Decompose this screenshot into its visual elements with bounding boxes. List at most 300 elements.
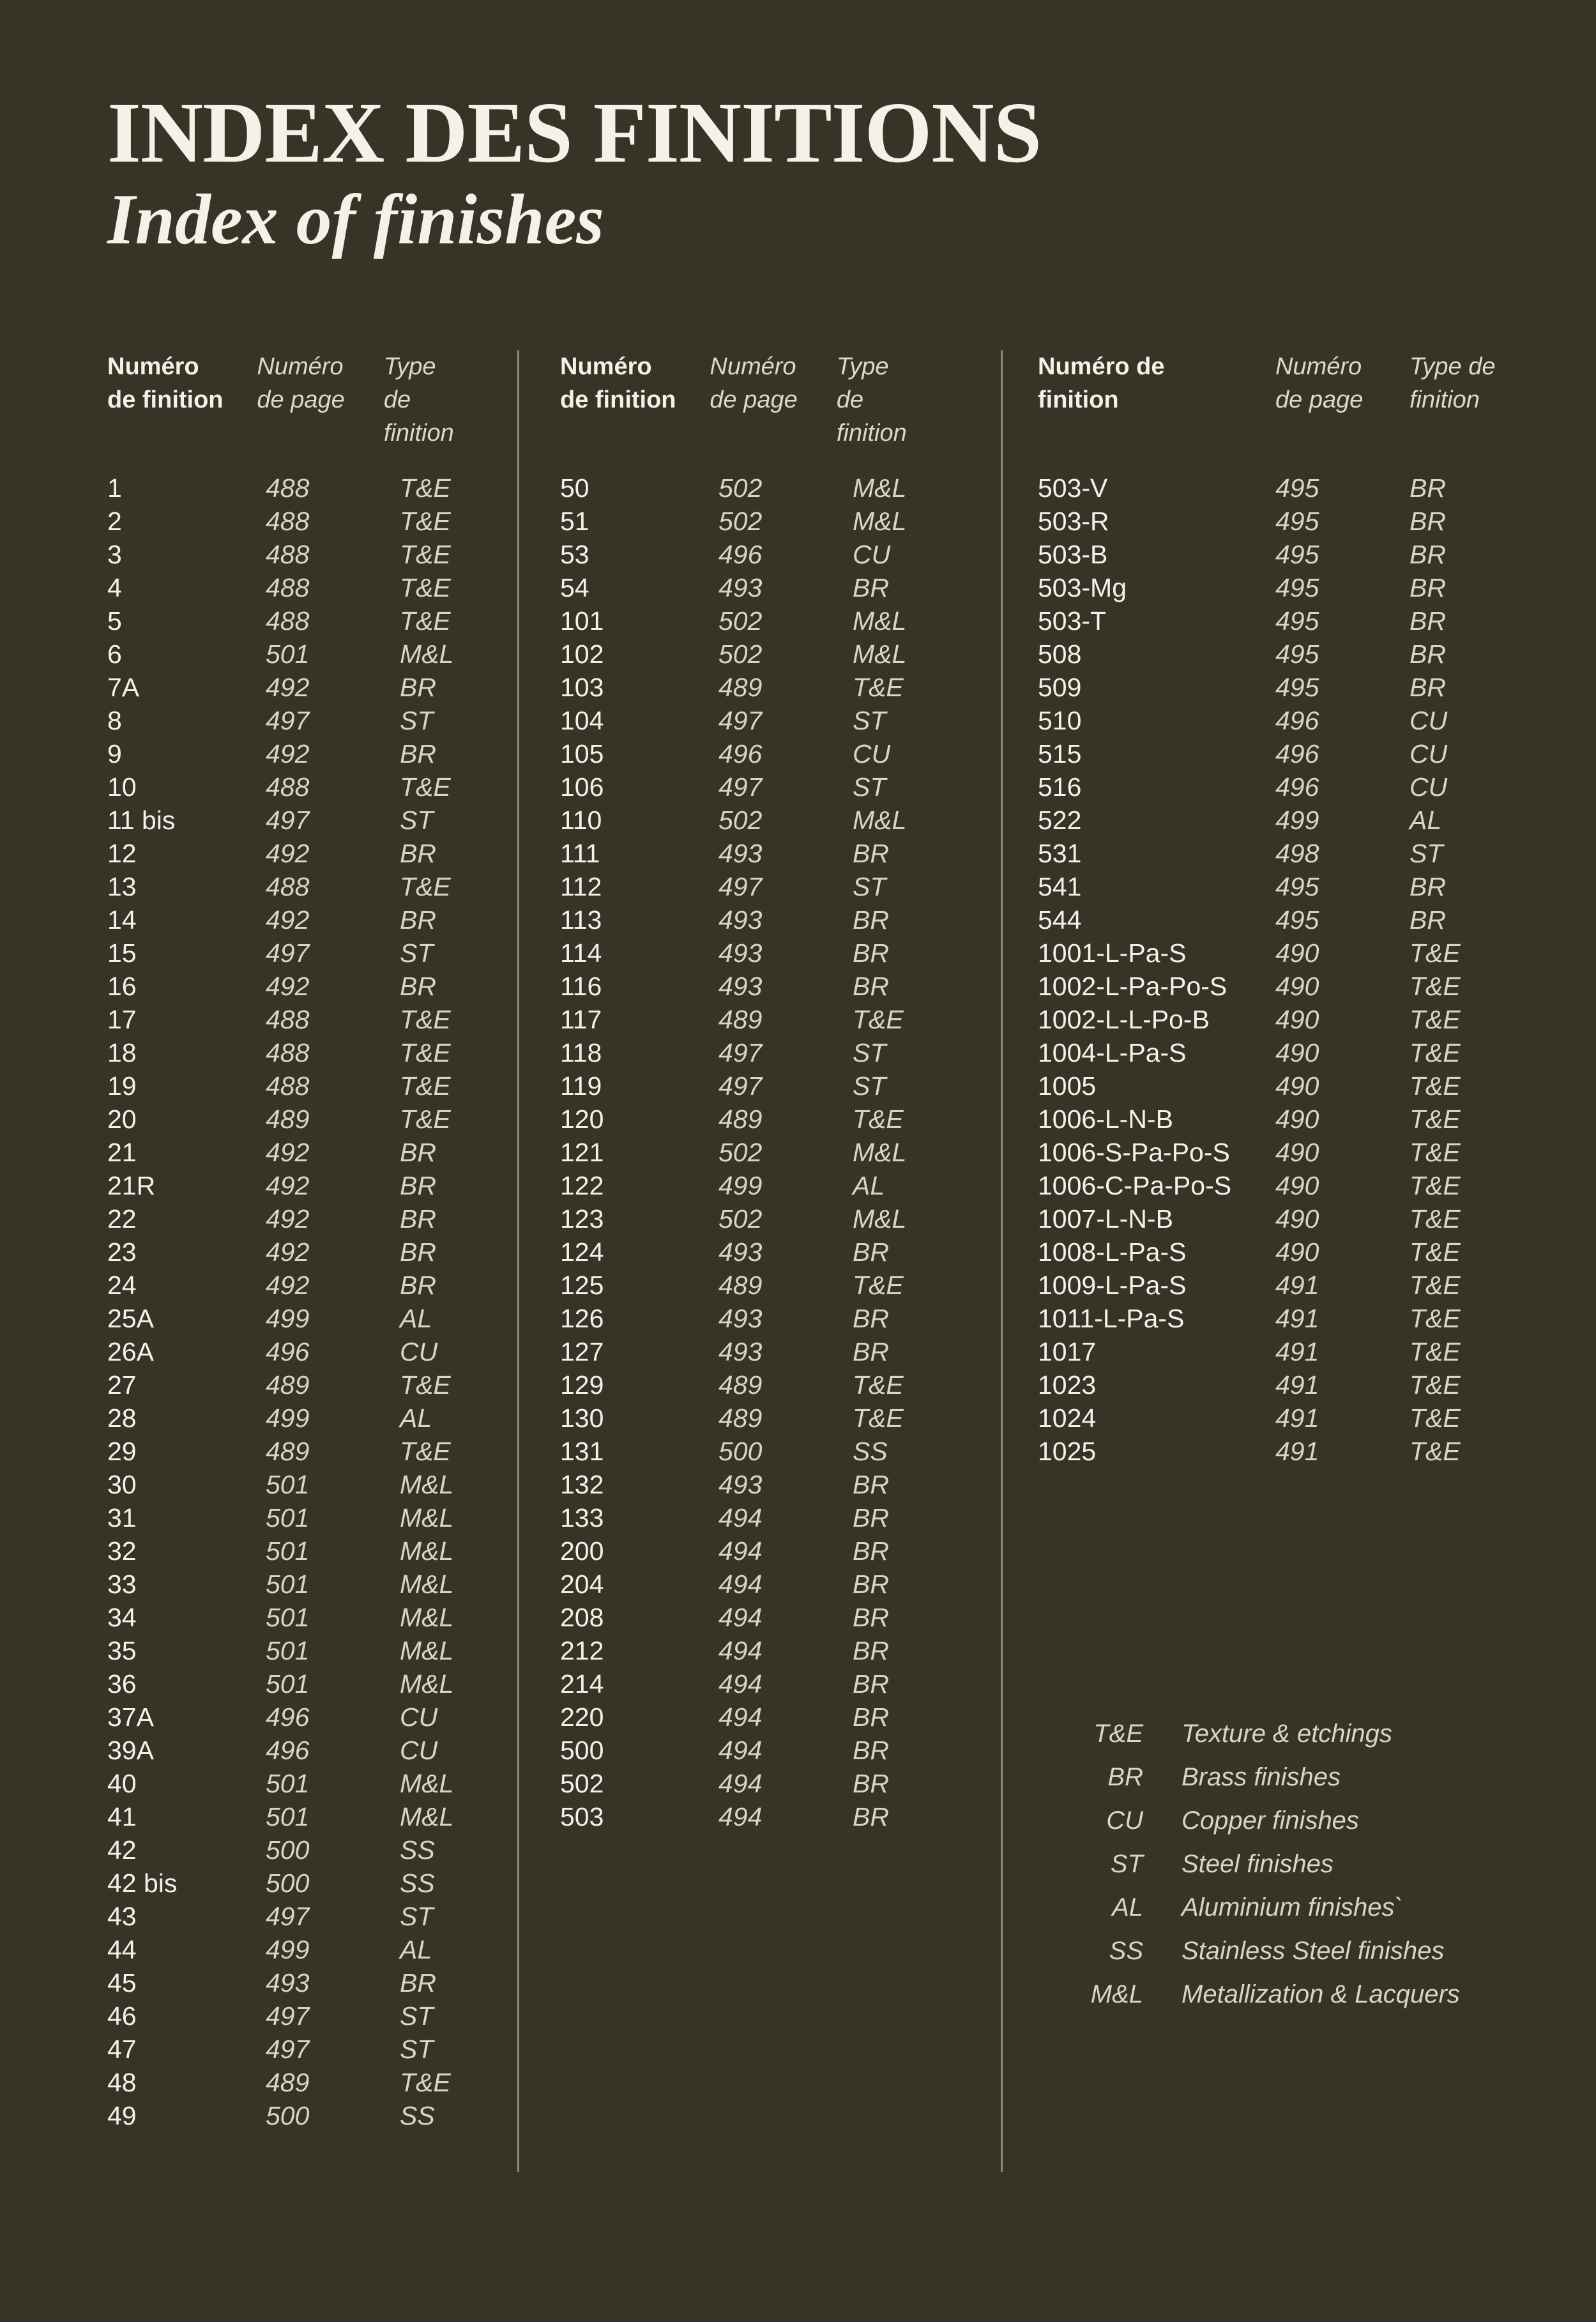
finish-number: 120 (560, 1104, 604, 1134)
finish-type: T&E (853, 673, 904, 702)
finish-type: SS (400, 2101, 435, 2130)
finish-type: CU (400, 1736, 438, 1765)
table-row (107, 505, 465, 538)
finish-type: T&E (1410, 1104, 1461, 1134)
table-row (107, 1435, 465, 1468)
table-row (560, 1601, 918, 1634)
legend-item (1060, 1799, 1460, 1842)
finish-type: M&L (400, 639, 454, 669)
table-row (560, 1767, 918, 1800)
finish-number: 1011-L-Pa-S (1038, 1304, 1185, 1333)
finish-type: BR (400, 839, 436, 868)
finish-number: 51 (560, 507, 589, 536)
finish-number: 117 (560, 1005, 602, 1034)
page-subtitle: Index of finishes (107, 180, 604, 259)
page-number: 489 (718, 1005, 763, 1034)
page-number: 490 (1275, 972, 1319, 1001)
finish-number: 204 (560, 1570, 604, 1599)
page-number: 488 (266, 573, 310, 602)
table-row (107, 1235, 465, 1269)
page-number: 496 (266, 1702, 310, 1732)
finish-number: 118 (560, 1038, 602, 1067)
header-finish-number: Numéro de finition (1038, 353, 1165, 413)
finish-number: 44 (107, 1935, 137, 1964)
finish-number: 20 (107, 1104, 137, 1134)
finish-number: 3 (107, 540, 122, 569)
table-row (107, 1933, 465, 1966)
table-row (107, 737, 465, 770)
finish-type: T&E (400, 1370, 451, 1400)
table-row (560, 1368, 918, 1402)
table-row (1038, 936, 1498, 970)
table-row (560, 604, 918, 638)
page-number: 497 (718, 1038, 763, 1067)
table-row (560, 1169, 918, 1202)
table-row (560, 1235, 918, 1269)
finish-type: T&E (400, 540, 451, 569)
page-number: 489 (266, 2068, 310, 2097)
finish-type: T&E (1410, 1038, 1461, 1067)
table-row (1038, 1269, 1498, 1302)
page-number: 494 (718, 1570, 763, 1599)
table-row (1038, 1435, 1498, 1468)
page-number: 492 (266, 972, 310, 1001)
page-number: 497 (718, 706, 763, 735)
finish-type: ST (853, 1071, 886, 1101)
table-row (107, 1103, 465, 1136)
finish-type: T&E (1410, 1271, 1461, 1300)
legend-code: ST (1110, 1850, 1143, 1878)
finish-type: M&L (400, 1470, 454, 1499)
finish-number: 33 (107, 1570, 137, 1599)
finish-number: 116 (560, 972, 602, 1001)
finish-number: 6 (107, 639, 122, 669)
table-row (107, 837, 465, 870)
page-number: 491 (1275, 1437, 1319, 1466)
finish-type: M&L (400, 1570, 454, 1599)
finish-type: BR (853, 1470, 889, 1499)
finish-type: T&E (1410, 972, 1461, 1001)
finish-number: 106 (560, 772, 604, 802)
page-title: INDEX DES FINITIONS (107, 85, 1042, 181)
column-header (1038, 350, 1498, 433)
page-number: 502 (718, 1204, 763, 1234)
finish-type: T&E (400, 473, 451, 503)
finish-number: 28 (107, 1403, 137, 1433)
legend-code: AL (1112, 1893, 1143, 1921)
finish-number: 29 (107, 1437, 137, 1466)
finish-number: 27 (107, 1370, 137, 1400)
page-number: 497 (266, 2035, 310, 2064)
page-number: 493 (718, 905, 763, 935)
table-row (560, 1534, 918, 1568)
page-number: 492 (266, 905, 310, 935)
finish-number: 1006-L-N-B (1038, 1104, 1173, 1134)
table-row (1038, 1069, 1498, 1103)
finish-type: T&E (853, 1370, 904, 1400)
page-number: 493 (266, 1968, 310, 1997)
finish-type: BR (400, 739, 436, 768)
index-column-3 (1038, 350, 1498, 1468)
finish-type: BR (400, 1968, 436, 1997)
finish-type: T&E (1410, 938, 1461, 968)
finish-type: BR (853, 1237, 889, 1267)
page-number: 494 (718, 1503, 763, 1532)
finish-number: 10 (107, 772, 137, 802)
table-row (1038, 638, 1498, 671)
table-row (1038, 870, 1498, 903)
header-page-number: Numéro de page (710, 353, 798, 413)
table-row (107, 1900, 465, 1933)
page-number: 495 (1275, 507, 1319, 536)
finish-type: T&E (400, 1437, 451, 1466)
finish-type: AL (400, 1304, 432, 1333)
finish-number: 16 (107, 972, 137, 1001)
finish-type: AL (1410, 806, 1442, 835)
table-row (1038, 804, 1498, 837)
table-row (107, 471, 465, 505)
finish-number: 21R (107, 1171, 156, 1200)
finish-type: BR (853, 1636, 889, 1665)
finish-type: SS (400, 1835, 435, 1865)
finish-type: CU (1410, 706, 1448, 735)
page-number: 492 (266, 1237, 310, 1267)
finish-type: BR (400, 1204, 436, 1234)
table-row (107, 970, 465, 1003)
table-row (1038, 970, 1498, 1003)
finish-type: BR (853, 905, 889, 935)
finish-type: BR (1410, 573, 1446, 602)
page-number: 491 (1275, 1337, 1319, 1366)
finish-number: 2 (107, 507, 122, 536)
page-number: 490 (1275, 1071, 1319, 1101)
finish-number: 15 (107, 938, 137, 968)
legend-description: Copper finishes (1182, 1806, 1359, 1835)
header-finish-type: Type de finition (1410, 353, 1496, 413)
page-number: 501 (266, 639, 310, 669)
finish-type: T&E (400, 2068, 451, 2097)
finish-type: AL (400, 1403, 432, 1433)
table-row (107, 2033, 465, 2066)
page-number: 502 (718, 1138, 763, 1167)
table-row (107, 1800, 465, 1833)
table-row (107, 1634, 465, 1667)
finish-type: T&E (400, 1005, 451, 1034)
table-row (1038, 538, 1498, 571)
page-number: 502 (718, 507, 763, 536)
table-row (1038, 903, 1498, 936)
finish-number: 43 (107, 1902, 137, 1931)
finish-number: 124 (560, 1237, 604, 1267)
table-row (107, 903, 465, 936)
page-number: 497 (718, 1071, 763, 1101)
finish-type: M&L (853, 1204, 907, 1234)
page-number: 502 (718, 639, 763, 669)
table-row (560, 1402, 918, 1435)
column-header (107, 350, 465, 447)
page-number: 491 (1275, 1304, 1319, 1333)
table-row (1038, 571, 1498, 604)
page-number: 490 (1275, 1204, 1319, 1234)
table-row (107, 1136, 465, 1169)
table-row (560, 1501, 918, 1534)
finish-number: 132 (560, 1470, 604, 1499)
table-row (560, 1734, 918, 1767)
finish-type: BR (1410, 673, 1446, 702)
finish-number: 8 (107, 706, 122, 735)
finish-number: 46 (107, 2001, 137, 2031)
finish-type: BR (400, 1271, 436, 1300)
page-number: 494 (718, 1603, 763, 1632)
finish-type: CU (1410, 739, 1448, 768)
finish-type: ST (400, 706, 434, 735)
table-row (107, 671, 465, 704)
finish-type: ST (853, 772, 886, 802)
finish-number: 102 (560, 639, 604, 669)
finish-number: 21 (107, 1138, 137, 1167)
page-number: 492 (266, 1138, 310, 1167)
page-number: 499 (266, 1403, 310, 1433)
table-row (1038, 604, 1498, 638)
page-number: 493 (718, 1304, 763, 1333)
page-number: 495 (1275, 573, 1319, 602)
page-number: 495 (1275, 540, 1319, 569)
finish-type: BR (853, 1669, 889, 1699)
finish-number: 41 (107, 1802, 137, 1831)
finish-number: 1025 (1038, 1437, 1097, 1466)
page-number: 496 (1275, 772, 1319, 802)
table-row (560, 1800, 918, 1833)
finish-number: 40 (107, 1769, 137, 1798)
page-number: 488 (266, 1071, 310, 1101)
finish-type: BR (853, 1570, 889, 1599)
page-number: 500 (266, 1835, 310, 1865)
finish-type: M&L (400, 1636, 454, 1665)
column-divider (517, 350, 519, 2172)
page-number: 495 (1275, 673, 1319, 702)
finish-number: 503 (560, 1802, 604, 1831)
finish-number: 17 (107, 1005, 137, 1034)
legend-code: SS (1109, 1937, 1143, 1965)
table-row (107, 770, 465, 804)
page-number: 492 (266, 839, 310, 868)
table-row (560, 837, 918, 870)
page-number: 501 (266, 1536, 310, 1566)
header-finish-type: Type de finition (836, 353, 907, 447)
page-number: 496 (266, 1337, 310, 1366)
finish-number: 208 (560, 1603, 604, 1632)
table-row (560, 903, 918, 936)
table-row (107, 1767, 465, 1800)
finish-type: BR (1410, 639, 1446, 669)
table-row (560, 737, 918, 770)
page-number: 501 (266, 1603, 310, 1632)
table-row (560, 1269, 918, 1302)
page-number: 489 (266, 1104, 310, 1134)
page-number: 494 (718, 1802, 763, 1831)
page-number: 500 (718, 1437, 763, 1466)
finish-type: AL (400, 1935, 432, 1964)
table-row (107, 1867, 465, 1900)
page-number: 496 (266, 1736, 310, 1765)
page-number: 490 (1275, 1038, 1319, 1067)
table-row (1038, 1335, 1498, 1368)
page-number: 493 (718, 938, 763, 968)
finish-number: 36 (107, 1669, 137, 1699)
page-number: 499 (266, 1304, 310, 1333)
table-row (107, 1036, 465, 1069)
finish-number: 214 (560, 1669, 604, 1699)
finish-number: 32 (107, 1536, 137, 1566)
legend-item (1060, 1929, 1460, 1973)
finish-number: 122 (560, 1171, 604, 1200)
page-number: 497 (718, 772, 763, 802)
table-row (560, 571, 918, 604)
table-row (107, 870, 465, 903)
finish-number: 123 (560, 1204, 604, 1234)
finish-number: 42 bis (107, 1868, 178, 1898)
finish-number: 503-V (1038, 473, 1108, 503)
page-number: 501 (266, 1802, 310, 1831)
table-row (107, 1269, 465, 1302)
finish-number: 54 (560, 573, 589, 602)
finish-number: 101 (560, 606, 604, 636)
table-row (107, 936, 465, 970)
finish-number: 24 (107, 1271, 137, 1300)
index-column-1 (107, 350, 465, 2132)
page-number: 493 (718, 1470, 763, 1499)
finish-type: T&E (1410, 1005, 1461, 1034)
finish-number: 509 (1038, 673, 1082, 702)
finish-type: BR (400, 972, 436, 1001)
legend-description: Steel finishes (1182, 1850, 1334, 1878)
finish-number: 131 (560, 1437, 604, 1466)
finish-number: 1008-L-Pa-S (1038, 1237, 1187, 1267)
page-number: 488 (266, 772, 310, 802)
table-row (560, 638, 918, 671)
table-row (107, 1003, 465, 1036)
table-row (107, 1402, 465, 1435)
table-row (560, 1136, 918, 1169)
finish-type: BR (1410, 473, 1446, 503)
finish-number: 1002-L-Pa-Po-S (1038, 972, 1227, 1001)
page-number: 492 (266, 1171, 310, 1200)
page-number: 495 (1275, 606, 1319, 636)
finish-type: T&E (400, 772, 451, 802)
table-row (560, 1003, 918, 1036)
finish-type: BR (1410, 905, 1446, 935)
finish-type: CU (400, 1337, 438, 1366)
finish-type: M&L (853, 806, 907, 835)
finish-number: 503-Mg (1038, 573, 1127, 602)
table-row (107, 1368, 465, 1402)
finish-type: M&L (400, 1503, 454, 1532)
finish-type: ST (400, 938, 434, 968)
table-row (1038, 1036, 1498, 1069)
finish-number: 48 (107, 2068, 137, 2097)
finish-number: 26A (107, 1337, 154, 1366)
legend-item (1060, 1973, 1460, 2016)
finish-type: AL (853, 1171, 885, 1200)
table-row (107, 1667, 465, 1700)
finish-number: 23 (107, 1237, 137, 1267)
page-number: 490 (1275, 1005, 1319, 1034)
table-row (107, 1468, 465, 1501)
finish-number: 112 (560, 872, 602, 901)
finish-type: T&E (400, 1104, 451, 1134)
page-number: 501 (266, 1503, 310, 1532)
finish-number: 127 (560, 1337, 604, 1366)
finish-type: M&L (853, 507, 907, 536)
table-row (560, 936, 918, 970)
finish-type: BR (853, 1603, 889, 1632)
finish-number: 125 (560, 1271, 604, 1300)
finish-type: T&E (400, 1038, 451, 1067)
finish-number: 212 (560, 1636, 604, 1665)
table-row (560, 1302, 918, 1335)
legend-description: Aluminium finishes` (1182, 1893, 1403, 1921)
finish-number: 1017 (1038, 1337, 1097, 1366)
page-number: 489 (718, 1370, 763, 1400)
page-number: 498 (1275, 839, 1319, 868)
table-row (1038, 1003, 1498, 1036)
table-row (107, 1568, 465, 1601)
finish-number: 13 (107, 872, 137, 901)
finish-number: 19 (107, 1071, 137, 1101)
table-row (560, 1103, 918, 1136)
finish-number: 126 (560, 1304, 604, 1333)
finish-type: ST (853, 1038, 886, 1067)
page-number: 492 (266, 1204, 310, 1234)
table-row (560, 704, 918, 737)
page-number: 492 (266, 1271, 310, 1300)
table-row (560, 471, 918, 505)
finish-number: 9 (107, 739, 122, 768)
page-number: 488 (266, 1038, 310, 1067)
finish-number: 502 (560, 1769, 604, 1798)
finish-number: 103 (560, 673, 604, 702)
page-number: 497 (718, 872, 763, 901)
finish-type: M&L (853, 606, 907, 636)
page-number: 492 (266, 673, 310, 702)
finish-type: BR (853, 972, 889, 1001)
finish-number: 30 (107, 1470, 137, 1499)
page-number: 490 (1275, 938, 1319, 968)
finish-number: 1004-L-Pa-S (1038, 1038, 1187, 1067)
finish-type: M&L (853, 473, 907, 503)
table-row (107, 1202, 465, 1235)
finish-type: BR (853, 1304, 889, 1333)
finish-type: M&L (400, 1769, 454, 1798)
table-row (560, 870, 918, 903)
finish-number: 1005 (1038, 1071, 1097, 1101)
finish-number: 113 (560, 905, 602, 935)
page-number: 494 (718, 1669, 763, 1699)
finish-number: 503-B (1038, 540, 1108, 569)
page-number: 493 (718, 839, 763, 868)
table-row (1038, 505, 1498, 538)
finish-type: T&E (853, 1005, 904, 1034)
legend-description: Metallization & Lacquers (1182, 1980, 1460, 2008)
page-number: 497 (266, 706, 310, 735)
table-row (1038, 737, 1498, 770)
page-number: 494 (718, 1636, 763, 1665)
finish-type: T&E (1410, 1304, 1461, 1333)
finish-number: 510 (1038, 706, 1082, 735)
page-number: 499 (718, 1171, 763, 1200)
header-finish-number: Numéro de finition (107, 353, 224, 413)
table-row (1038, 1136, 1498, 1169)
